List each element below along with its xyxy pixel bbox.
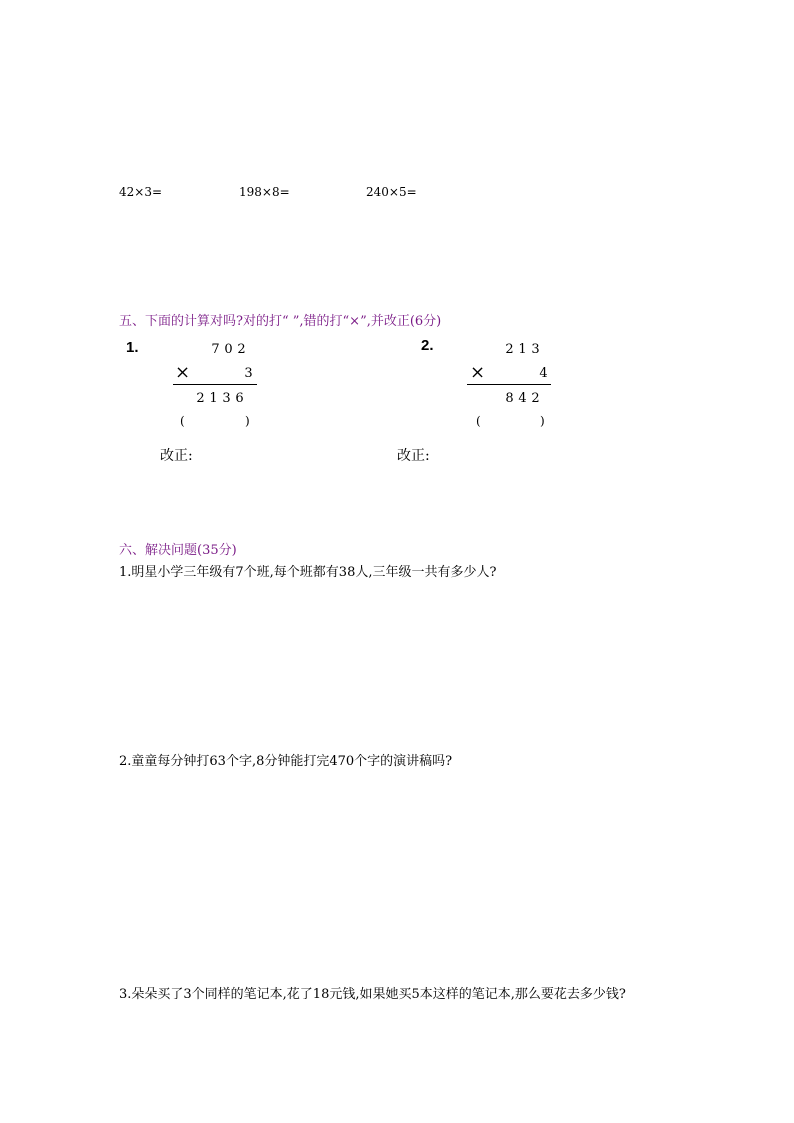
section6-heading: 六、解决问题(35分) [119,543,237,558]
problem2-fix-label: 改正: [397,448,430,464]
equation-3: 240×5= [366,185,417,199]
problem2-number: 2. [421,337,434,354]
digit: 1 [518,342,527,357]
digit: 2 [196,391,205,406]
problem1-number: 1. [126,339,139,356]
digit: 3 [222,391,231,406]
section5-heading: 五、下面的计算对吗?对的打“ ”,错的打“×”,并改正(6分) [119,314,442,329]
problem1-answer-paren-close: ) [245,414,250,428]
equation-2: 198×8= [239,185,290,199]
question-1: 1.明星小学三年级有7个班,每个班都有38人,三年级一共有多少人? [119,565,497,580]
digit: 2 [505,342,514,357]
problem1-result [194,391,246,406]
digit: 2 [237,342,246,357]
digit: 4 [518,391,527,406]
digit: 1 [209,391,218,406]
problem2-multiplier [537,366,550,381]
problem2-answer-paren-close: ) [540,414,545,428]
problem1-multiplier [242,366,255,381]
digit: 8 [505,391,514,406]
digit: 3 [244,366,253,381]
question-3: 3.朵朵买了3个同样的笔记本,花了18元钱,如果她买5本这样的笔记本,那么要花去多少钱? [119,987,626,1002]
problem1-top-number [209,342,248,357]
digit: 2 [531,391,540,406]
problem1-answer-paren-open: ( [180,414,185,428]
problem2-rule [467,384,551,385]
digit: 3 [531,342,540,357]
problem2-top-number [503,342,542,357]
digit: 0 [224,342,233,357]
digit: 4 [539,366,548,381]
equation-1: 42×3= [119,185,163,199]
problem1-fix-label: 改正: [160,448,193,464]
problem2-result [503,391,542,406]
digit: 6 [235,391,244,406]
problem1-rule [173,384,257,385]
problem2-answer-paren-open: ( [476,414,481,428]
problem2-multiply-sign: × [470,362,486,383]
question-2: 2.童童每分钟打63个字,8分钟能打完470个字的演讲稿吗? [119,754,453,769]
problem1-multiply-sign: × [175,362,191,383]
digit: 7 [211,342,220,357]
